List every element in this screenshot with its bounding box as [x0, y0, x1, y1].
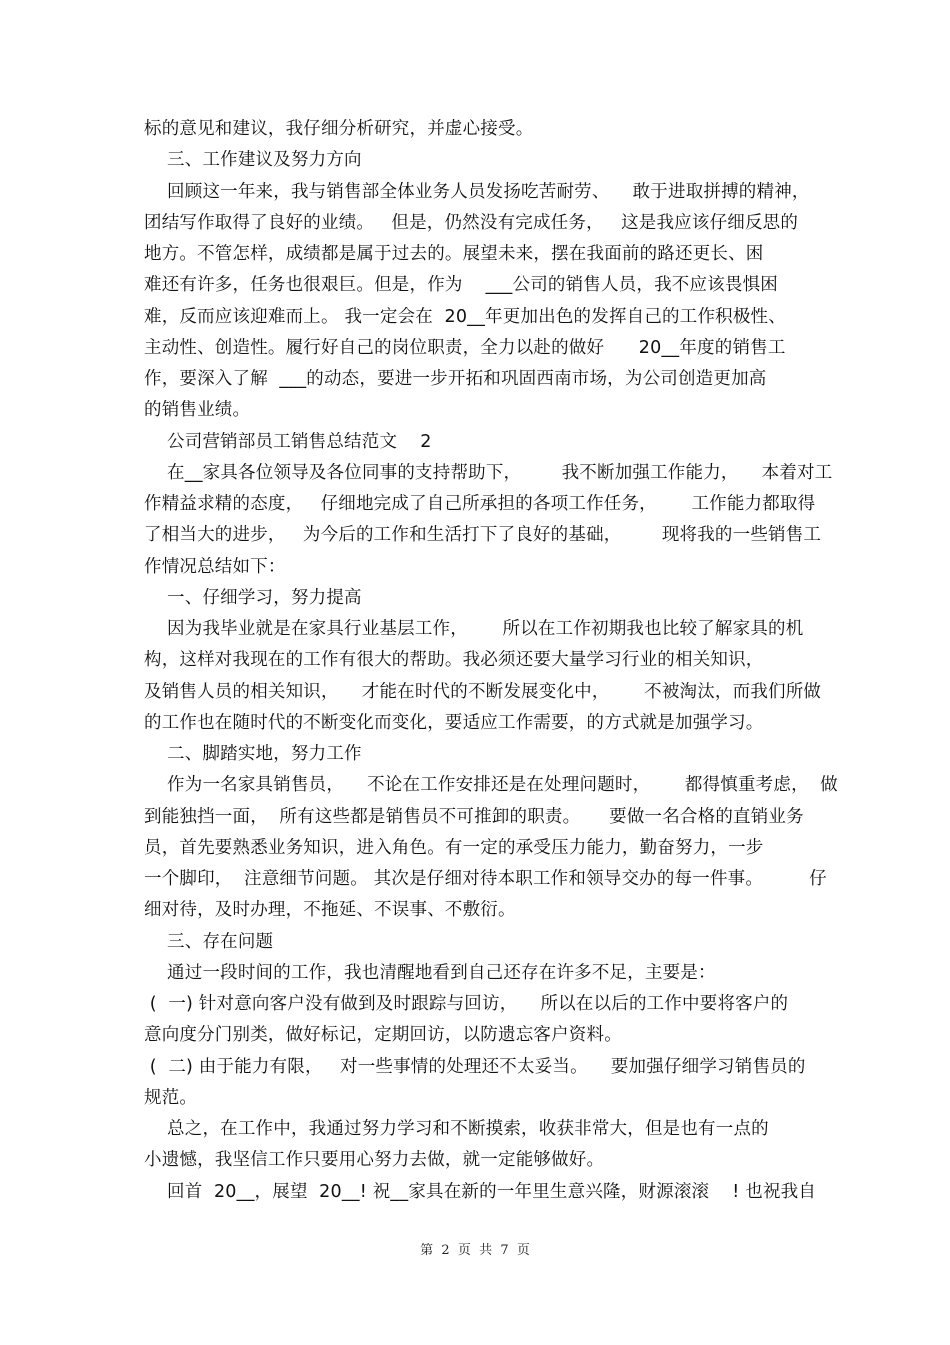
text-line: 一、仔细学习，努力提高 — [144, 587, 362, 608]
text-line: 二、脚踏实地，努力工作 — [144, 744, 362, 764]
text-line: 通过一段时间的工作，我也清醒地看到自己还存在许多不足，主要是： — [144, 962, 716, 983]
text-line: 作，要深入了解 ___的动态，要进一步开拓和巩固西南市场，为公司创造更加高 — [144, 369, 767, 389]
text-line: 难，反而应该迎难而上。 我一定会在 20__年更加出色的发挥自己的工作积极性、 — [144, 306, 786, 327]
text-line: 作为一名家具销售员， 不论在工作安排还是在处理问题时， 都得慎重考虑， 做 — [144, 775, 839, 796]
text-line: 规范。 — [144, 1087, 198, 1108]
text-line: ( 一) 针对意向客户没有做到及时跟踪与回访， 所以在以后的工作中要将客户的 — [144, 994, 789, 1014]
text-line: 员，首先要熟悉业务知识，进入角色。有一定的承受压力能力，勤奋努力，一步 — [144, 837, 764, 858]
text-line: 团结写作取得了良好的业绩。 但是，仍然没有完成任务， 这是我应该仔细反思的 — [144, 212, 799, 233]
text-line: 地方。不管怎样，成绩都是属于过去的。展望未来，摆在我面前的路还更长、困 — [144, 244, 764, 264]
text-line: 标的意见和建议，我仔细分析研究，并虚心接受。 — [144, 119, 534, 139]
text-line: 细对待，及时办理，不拖延、不误事、不敷衍。 — [144, 900, 516, 921]
text-line: 因为我毕业就是在家具行业基层工作， 所以在工作初期我也比较了解家具的机 — [144, 619, 804, 639]
text-line: 三、存在问题 — [144, 931, 274, 952]
text-line: 构，这样对我现在的工作有很大的帮助。我必须还要大量学习行业的相关知识， — [144, 650, 764, 671]
text-line: 到能独挡一面， 所有这些都是销售员不可推卸的职责。 要做一名合格的直销业务 — [144, 806, 804, 827]
text-line: 总之，在工作中，我通过努力学习和不断摸索，收获非常大，但是也有一点的 — [144, 1119, 769, 1139]
text-line: 回顾这一年来，我与销售部全体业务人员发扬吃苦耐劳、 敢于进取拼搏的精神， — [144, 181, 810, 202]
text-line: 了相当大的进步， 为今后的工作和生活打下了良好的基础， 现将我的一些销售工 — [144, 525, 822, 546]
text-line: 回首 20__，展望 20__! 祝__家具在新的一年里生意兴隆，财源滚滚 ! 也祝我自 — [144, 1181, 817, 1202]
text-line: 难还有许多，任务也很艰巨。但是，作为 ___公司的销售人员，我不应该畏惧困 — [144, 275, 778, 296]
text-line: 在__家具各位领导及各位同事的支持帮助下， 我不断加强工作能力， 本着对工 — [144, 462, 833, 483]
text-line: 主动性、创造性。履行好自己的岗位职责，全力以赴的做好 20__年度的销售工 — [144, 337, 786, 358]
text-line: ( 二) 由于能力有限， 对一些事情的处理还不太妥当。 要加强仔细学习销售员的 — [144, 1056, 806, 1077]
text-line: 三、工作建议及努力方向 — [144, 150, 362, 171]
text-line: 意向度分门别类，做好标记，定期回访，以防遗忘客户资料。 — [144, 1025, 622, 1046]
text-line: 的工作也在随时代的不断变化而变化，要适应工作需要，的方式就是加强学习。 — [144, 712, 764, 733]
page-footer: 第 2 页 共 7 页 — [420, 1243, 530, 1258]
text-line: 及销售人员的相关知识， 才能在时代的不断发展变化中， 不被淘汰，而我们所做 — [144, 681, 822, 702]
text-line: 公司营销部员工销售总结范文 2 — [144, 431, 432, 452]
text-line: 作精益求精的态度， 仔细地完成了自己所承担的各项工作任务， 工作能力都取得 — [144, 494, 816, 514]
text-line: 的销售业绩。 — [144, 400, 251, 421]
text-line: 作情况总结如下： — [144, 556, 286, 577]
text-line: 小遗憾，我坚信工作只要用心努力去做，就一定能够做好。 — [144, 1150, 605, 1171]
text-line: 一个脚印， 注意细节问题。 其次是仔细对待本职工作和领导交办的每一件事。 仔 — [144, 869, 827, 889]
